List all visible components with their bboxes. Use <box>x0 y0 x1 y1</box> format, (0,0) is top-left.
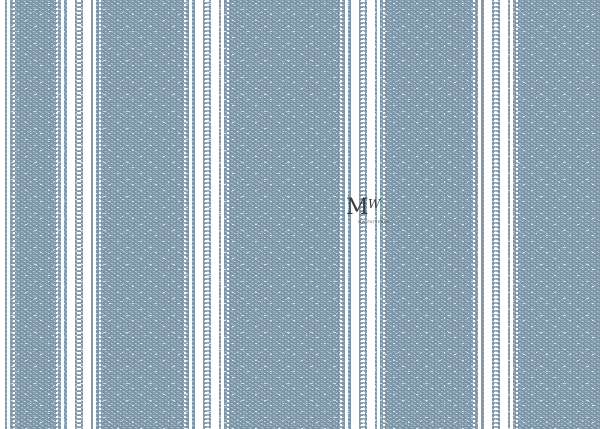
stripe-line <box>184 0 186 429</box>
stripe-line <box>510 0 513 429</box>
stripe-line <box>473 0 475 429</box>
stripe-line <box>478 0 481 429</box>
stripe-line <box>227 0 229 429</box>
stripe-line <box>13 0 15 429</box>
stripe-line <box>189 0 192 429</box>
logo-script: W <box>368 197 381 211</box>
stripe-line <box>56 0 58 429</box>
stripe-line <box>500 0 508 429</box>
stripe-line <box>205 0 209 429</box>
stripe-line <box>99 0 101 429</box>
stripe-line <box>494 0 498 429</box>
logo-mark: M <box>346 195 366 220</box>
stripe-line <box>0 0 5 429</box>
stripe-line <box>340 0 342 429</box>
watermark-logo <box>346 196 402 230</box>
stripe-line <box>484 0 492 429</box>
stripe-line <box>211 0 219 429</box>
stripe-line <box>67 0 75 429</box>
stripe-line <box>77 0 81 429</box>
stripe-line <box>93 0 96 429</box>
stripe-line <box>195 0 203 429</box>
stripe-line <box>7 0 10 429</box>
stripe-line <box>221 0 224 429</box>
stripe-line <box>516 0 518 429</box>
stripe-line <box>61 0 64 429</box>
logo-tagline: MW PATTERNS <box>358 220 390 224</box>
stripe-line <box>83 0 91 429</box>
